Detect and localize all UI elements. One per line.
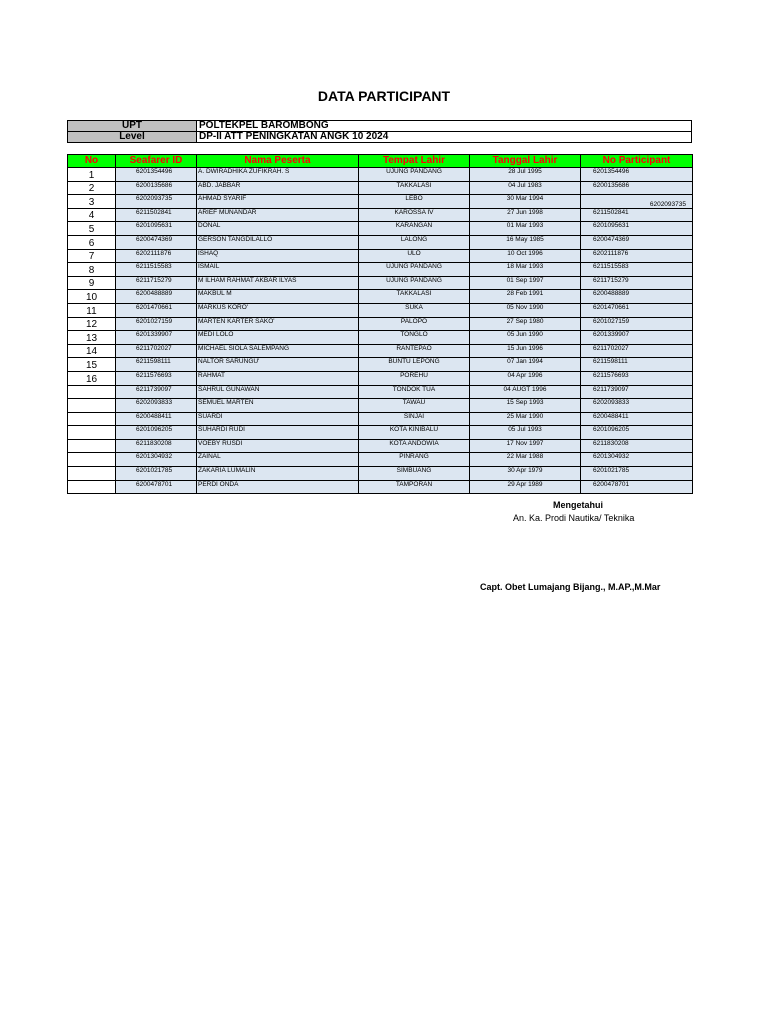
row-no [68, 399, 116, 413]
row-no: 9 [68, 276, 116, 290]
no-participant-cell: 6211739097 [581, 385, 693, 399]
tanggal-lahir-cell: 01 Mar 1993 [470, 222, 581, 236]
seafarer-id-cell: 6201354496 [116, 168, 197, 182]
no-participant-cell: 6211515583 [581, 263, 693, 277]
no-participant-cell: 6202111876 [581, 249, 693, 263]
tempat-lahir-cell: POREHU [359, 371, 470, 385]
table-row [68, 195, 693, 209]
tempat-lahir-cell: LALONG [359, 235, 470, 249]
nama-peserta-cell: ARIEF MUNANDAR [197, 208, 359, 222]
col-header-tanggal-lahir: Tanggal Lahir [470, 155, 581, 168]
nama-peserta-cell: SUARDI [197, 412, 359, 426]
no-participant-cell: 6211502841 [581, 208, 693, 222]
page-title: DATA PARTICIPANT [317, 88, 451, 104]
table-row [68, 467, 693, 481]
no-participant-cell: 6211576693 [581, 371, 693, 385]
nama-peserta-cell: AHMAD SYARIF [197, 195, 359, 209]
seafarer-id-cell: 6200488889 [116, 290, 197, 304]
tempat-lahir-cell: SIMBUANG [359, 467, 470, 481]
seafarer-id-cell: 6200135686 [116, 181, 197, 195]
seafarer-id-cell: 6211598111 [116, 358, 197, 372]
tanggal-lahir-cell: 27 Sep 1980 [470, 317, 581, 331]
no-participant-cell: 6200488411 [581, 412, 693, 426]
level-label: Level [68, 132, 197, 143]
row-no: 15 [68, 358, 116, 372]
tempat-lahir-cell: SINJAI [359, 412, 470, 426]
upt-value: POLTEKPEL BAROMBONG [197, 121, 692, 132]
row-no: 5 [68, 222, 116, 236]
tempat-lahir-cell: RANTEPAO [359, 344, 470, 358]
tanggal-lahir-cell: 30 Mar 1994 [470, 195, 581, 209]
no-participant-cell: 6201339907 [581, 331, 693, 345]
table-row [68, 317, 693, 331]
row-no: 8 [68, 263, 116, 277]
tempat-lahir-cell: UJUNG PANDANG [359, 168, 470, 182]
row-no: 3 [68, 195, 116, 209]
tempat-lahir-cell: SUKA [359, 303, 470, 317]
no-participant-cell: 6200135686 [581, 181, 693, 195]
tempat-lahir-cell: LEBO [359, 195, 470, 209]
row-no [68, 453, 116, 467]
row-no: 10 [68, 290, 116, 304]
nama-peserta-cell: A. DWIRADHIKA ZUFIKRAH. S [197, 168, 359, 182]
no-participant-cell: 6211702027 [581, 344, 693, 358]
info-row-level [68, 132, 692, 143]
row-no: 16 [68, 371, 116, 385]
no-participant-cell: 6211830208 [581, 439, 693, 453]
nama-peserta-cell: MARKUS KORO' [197, 303, 359, 317]
table-row [68, 235, 693, 249]
table-row [68, 399, 693, 413]
tempat-lahir-cell: TAWAU [359, 399, 470, 413]
nama-peserta-cell: DONAL [197, 222, 359, 236]
no-participant-cell: 6200478701 [581, 480, 693, 494]
ka-prodi-label: An. Ka. Prodi Nautika/ Teknika [513, 513, 635, 523]
seafarer-id-cell: 6200474369 [116, 235, 197, 249]
nama-peserta-cell: ABD. JABBAR [197, 181, 359, 195]
row-no: 13 [68, 331, 116, 345]
table-row [68, 303, 693, 317]
nama-peserta-cell: MICHAEL SIOLA SALEMPANG [197, 344, 359, 358]
seafarer-id-cell: 6211715279 [116, 276, 197, 290]
nama-peserta-cell: ZAINAL [197, 453, 359, 467]
no-participant-cell: 6211715279 [581, 276, 693, 290]
no-participant-cell: 6202093833 [581, 399, 693, 413]
signatory-name: Capt. Obet Lumajang Bijang., M.AP.,M.Mar [480, 582, 661, 592]
tempat-lahir-cell: BUNTU LEPONG [359, 358, 470, 372]
info-table [67, 120, 692, 143]
tanggal-lahir-cell: 04 Jul 1983 [470, 181, 581, 195]
seafarer-id-cell: 6200488411 [116, 412, 197, 426]
table-row [68, 480, 693, 494]
row-no [68, 480, 116, 494]
table-row [68, 358, 693, 372]
nama-peserta-cell: ZAKARIA LUMALIN [197, 467, 359, 481]
seafarer-id-cell: 6201470661 [116, 303, 197, 317]
tempat-lahir-cell: KOTA KINIBALU [359, 426, 470, 440]
no-participant-cell: 6200488889 [581, 290, 693, 304]
nama-peserta-cell: MARTEN KARTER SAKO' [197, 317, 359, 331]
tanggal-lahir-cell: 28 Feb 1991 [470, 290, 581, 304]
table-row [68, 208, 693, 222]
no-participant-cell: 6201354496 [581, 168, 693, 182]
table-header-row [68, 155, 693, 168]
tanggal-lahir-cell: 05 Jun 1990 [470, 331, 581, 345]
seafarer-id-cell: 6201095631 [116, 222, 197, 236]
row-no [68, 439, 116, 453]
seafarer-id-cell: 6201027159 [116, 317, 197, 331]
seafarer-id-cell: 6211576693 [116, 371, 197, 385]
row-no: 7 [68, 249, 116, 263]
table-row [68, 249, 693, 263]
no-participant-cell: 6211598111 [581, 358, 693, 372]
nama-peserta-cell: M ILHAM RAHMAT AKBAR ILYAS [197, 276, 359, 290]
row-no: 14 [68, 344, 116, 358]
col-header-no: No [68, 155, 116, 168]
no-participant-cell: 6202093735 [581, 195, 693, 209]
tanggal-lahir-cell: 05 Jul 1993 [470, 426, 581, 440]
tempat-lahir-cell: TAMPORAN [359, 480, 470, 494]
tanggal-lahir-cell: 25 Mar 1990 [470, 412, 581, 426]
nama-peserta-cell: GERSON TANGDILALLO [197, 235, 359, 249]
row-no: 11 [68, 303, 116, 317]
no-participant-cell: 6201021785 [581, 467, 693, 481]
tempat-lahir-cell: KOTA ANDOWIA [359, 439, 470, 453]
nama-peserta-cell: MEDI LOLO [197, 331, 359, 345]
tanggal-lahir-cell: 05 Nov 1990 [470, 303, 581, 317]
seafarer-id-cell: 6201021785 [116, 467, 197, 481]
tanggal-lahir-cell: 18 Mar 1993 [470, 263, 581, 277]
seafarer-id-cell: 6211515583 [116, 263, 197, 277]
seafarer-id-cell: 6201339907 [116, 331, 197, 345]
tempat-lahir-cell: UJUNG PANDANG [359, 263, 470, 277]
table-row [68, 222, 693, 236]
tempat-lahir-cell: KAROSSA IV [359, 208, 470, 222]
tanggal-lahir-cell: 15 Jun 1996 [470, 344, 581, 358]
nama-peserta-cell: SUHARDI RUDI [197, 426, 359, 440]
nama-peserta-cell: ISHAQ [197, 249, 359, 263]
seafarer-id-cell: 6211830208 [116, 439, 197, 453]
tanggal-lahir-cell: 15 Sep 1993 [470, 399, 581, 413]
table-row [68, 276, 693, 290]
seafarer-id-cell: 6202093833 [116, 399, 197, 413]
row-no [68, 426, 116, 440]
tanggal-lahir-cell: 22 Mar 1988 [470, 453, 581, 467]
seafarer-id-cell: 6211739097 [116, 385, 197, 399]
row-no [68, 467, 116, 481]
table-row [68, 331, 693, 345]
table-row [68, 385, 693, 399]
tempat-lahir-cell: TONDOK TUA [359, 385, 470, 399]
no-participant-cell: 6201095631 [581, 222, 693, 236]
table-row [68, 453, 693, 467]
seafarer-id-cell: 6202111876 [116, 249, 197, 263]
participant-table [67, 154, 693, 494]
table-row [68, 412, 693, 426]
no-participant-cell: 6200474369 [581, 235, 693, 249]
tanggal-lahir-cell: 28 Jul 1995 [470, 168, 581, 182]
nama-peserta-cell: ISMAIL [197, 263, 359, 277]
tanggal-lahir-cell: 10 Oct 1996 [470, 249, 581, 263]
tempat-lahir-cell: PINRANG [359, 453, 470, 467]
col-header-nama-peserta: Nama Peserta [197, 155, 359, 168]
nama-peserta-cell: MAKBUL M [197, 290, 359, 304]
col-header-no-participant: No Participant [581, 155, 693, 168]
col-header-seafarer-id: Seafarer ID [116, 155, 197, 168]
row-no: 2 [68, 181, 116, 195]
tempat-lahir-cell: TONGLO [359, 331, 470, 345]
no-participant-cell: 6201470661 [581, 303, 693, 317]
tempat-lahir-cell: PALOPO [359, 317, 470, 331]
col-header-tempat-lahir: Tempat Lahir [359, 155, 470, 168]
seafarer-id-cell: 6201096205 [116, 426, 197, 440]
seafarer-id-cell: 6201304932 [116, 453, 197, 467]
level-value: DP-II ATT PENINGKATAN ANGK 10 2024 [197, 132, 692, 143]
tanggal-lahir-cell: 17 Nov 1997 [470, 439, 581, 453]
row-no: 12 [68, 317, 116, 331]
table-row [68, 168, 693, 182]
seafarer-id-cell: 6211702027 [116, 344, 197, 358]
seafarer-id-cell: 6202093735 [116, 195, 197, 209]
tanggal-lahir-cell: 04 AUGT 1996 [470, 385, 581, 399]
no-participant-cell: 6201304932 [581, 453, 693, 467]
no-participant-cell: 6201096205 [581, 426, 693, 440]
upt-label: UPT [68, 121, 197, 132]
tempat-lahir-cell: ULO [359, 249, 470, 263]
row-no: 4 [68, 208, 116, 222]
seafarer-id-cell: 6211502841 [116, 208, 197, 222]
table-row [68, 344, 693, 358]
tanggal-lahir-cell: 07 Jan 1994 [470, 358, 581, 372]
tanggal-lahir-cell: 01 Sep 1997 [470, 276, 581, 290]
nama-peserta-cell: VOEBY RUSDI [197, 439, 359, 453]
row-no: 6 [68, 235, 116, 249]
table-row [68, 426, 693, 440]
nama-peserta-cell: RAHMAT [197, 371, 359, 385]
tanggal-lahir-cell: 27 Jun 1998 [470, 208, 581, 222]
table-row [68, 181, 693, 195]
tanggal-lahir-cell: 16 May 1985 [470, 235, 581, 249]
table-row [68, 290, 693, 304]
row-no [68, 412, 116, 426]
tempat-lahir-cell: KARANGAN [359, 222, 470, 236]
tempat-lahir-cell: TAKKALASI [359, 181, 470, 195]
table-row [68, 263, 693, 277]
row-no [68, 385, 116, 399]
tanggal-lahir-cell: 29 Apr 1989 [470, 480, 581, 494]
tempat-lahir-cell: UJUNG PANDANG [359, 276, 470, 290]
no-participant-cell: 6201027159 [581, 317, 693, 331]
tanggal-lahir-cell: 04 Apr 1996 [470, 371, 581, 385]
seafarer-id-cell: 6200478701 [116, 480, 197, 494]
tempat-lahir-cell: TAKKALASI [359, 290, 470, 304]
table-row [68, 439, 693, 453]
tanggal-lahir-cell: 30 Apr 1979 [470, 467, 581, 481]
table-row [68, 371, 693, 385]
nama-peserta-cell: SAHRUL GUNAWAN [197, 385, 359, 399]
nama-peserta-cell: SEMUEL MARTEN [197, 399, 359, 413]
nama-peserta-cell: PERDI ONDA [197, 480, 359, 494]
info-row-upt [68, 121, 692, 132]
nama-peserta-cell: NALTOR SARUNGU' [197, 358, 359, 372]
row-no: 1 [68, 168, 116, 182]
mengetahui-label: Mengetahui [553, 500, 604, 510]
